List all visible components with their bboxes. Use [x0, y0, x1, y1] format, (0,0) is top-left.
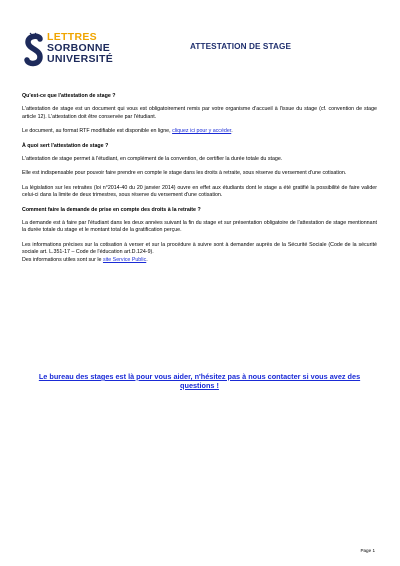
- contact-message[interactable]: Le bureau des stages est là pour vous aider, n'hésitez pas à nous contacter si vous avez des questions !: [38, 372, 361, 390]
- paragraph-info-more: Des informations utiles sont sur le: [22, 256, 103, 263]
- university-logo: [24, 30, 124, 70]
- paragraph-purpose: L'attestation de stage permet à l'étudiant, en complément de la convention, de certifier la durée totale du stage.: [22, 156, 283, 163]
- paragraph-info-end: .: [146, 256, 148, 263]
- logo-text-universite: UNIVERSITÉ: [47, 53, 114, 65]
- paragraph-download-text: Le document, au format RTF modifiable est disponible en ligne,: [22, 128, 173, 135]
- paragraph-download-end: .: [231, 128, 233, 135]
- paragraph-retirement: Elle est indispensable pour pouvoir faire prendre en compte le stage dans les droits à retraite, sous réserve du versement d'une cotisation.: [22, 170, 347, 177]
- paragraph-request: La demande est à faire par l'étudiant dans les deux années suivant la fin du stage et sur présentation obligatoire de l'attestation de stage mentionnant la durée totale du stage et le montant total de la gratification perçue.: [22, 220, 377, 234]
- paragraph-legislation: La législation sur les retraites (loi n°2014-40 du 20 janvier 2014) ouvre en effet aux étudiants dont le stage a été gratifié la possibilité de faire valider celui-ci dans la limite de deux trimestres, sous réserve du versement d'une cotisation.: [22, 184, 377, 199]
- paragraph-definition: L'attestation de stage est un document qui vous est obligatoirement remis par votre organisme d'accueil à l'issue du stage (cf. convention de stage article 12). L'attestation doit être conservée par l'étudiant.: [22, 106, 377, 120]
- section-heading-request: Comment faire la demande de prise en compte des droits à la retraite ?: [22, 206, 201, 213]
- service-public-link[interactable]: site Service Public: [102, 256, 147, 263]
- section-heading-purpose: À quoi sert l'attestation de stage ?: [22, 142, 109, 149]
- paragraph-download: [22, 128, 377, 135]
- paragraph-info-text: Les informations précises sur la cotisation à verser et sur la procédure à suivre sont à demander auprès de la Sécurité Sociale (Code de la sécurité sociale art. L.351-17 – Code de l'éducation art.D.124-9).: [22, 241, 377, 256]
- section-heading-what: Qu'est-ce que l'attestation de stage ?: [22, 93, 116, 99]
- logo-text-sorbonne: SORBONNE: [47, 42, 111, 54]
- document-body: [22, 93, 377, 264]
- download-link[interactable]: cliquez ici pour y accéder: [172, 128, 232, 135]
- logo-text-lettres: LETTRES: [47, 31, 97, 43]
- sorbonne-s-icon: [24, 30, 44, 70]
- page-number: Page 1: [360, 548, 375, 553]
- document-title: ATTESTATION DE STAGE: [190, 42, 292, 51]
- paragraph-info: [22, 242, 377, 264]
